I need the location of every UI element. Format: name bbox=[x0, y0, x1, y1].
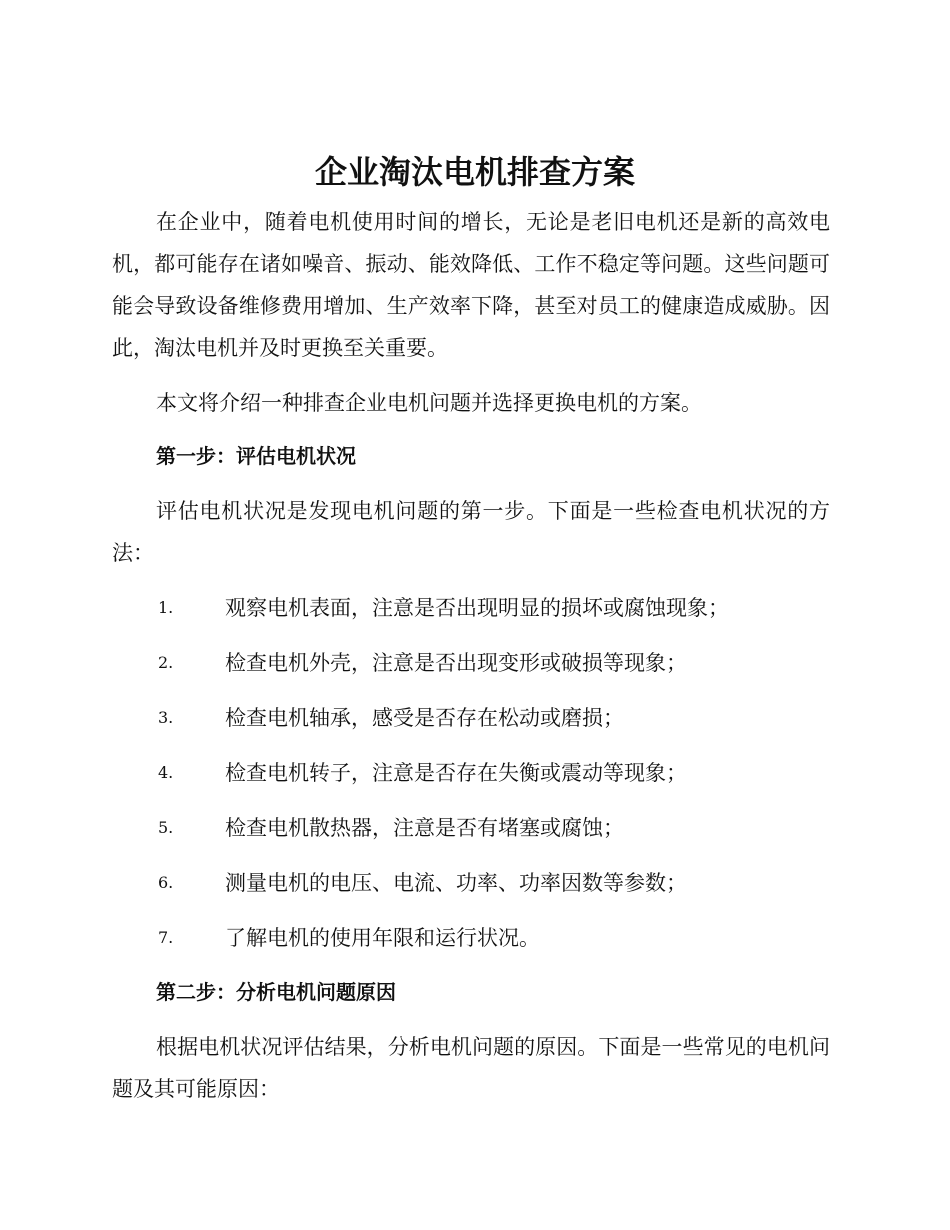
list-item bbox=[0, 702, 950, 734]
list-item bbox=[0, 867, 950, 899]
step1-heading: 第一步：评估电机状况 bbox=[156, 444, 356, 468]
list-item-number: 2. bbox=[158, 653, 174, 672]
list-item bbox=[0, 757, 950, 789]
list-item-number: 7. bbox=[158, 928, 174, 947]
list-item bbox=[0, 647, 950, 679]
list-item-text: 检查电机转子，注意是否存在失衡或震动等现象； bbox=[225, 761, 687, 785]
list-item-text: 检查电机轴承，感受是否存在松动或磨损； bbox=[225, 706, 624, 730]
step2-paragraph: 根据电机状况评估结果，分析电机问题的原因。下面是一些常见的电机问题及其可能原因： bbox=[112, 1035, 830, 1101]
list-item-text: 测量电机的电压、电流、功率、功率因数等参数； bbox=[225, 871, 687, 895]
list-item-number: 3. bbox=[158, 708, 174, 727]
list-item bbox=[0, 922, 950, 954]
document-title: 企业淘汰电机排查方案 bbox=[314, 153, 635, 191]
list-item bbox=[0, 812, 950, 844]
list-item-number: 5. bbox=[158, 818, 174, 837]
list-item-number: 1. bbox=[158, 598, 174, 617]
step1-paragraph: 评估电机状况是发现电机问题的第一步。下面是一些检查电机状况的方法： bbox=[112, 499, 830, 565]
list-item bbox=[0, 592, 950, 624]
list-item-text: 观察电机表面，注意是否出现明显的损坏或腐蚀现象； bbox=[225, 596, 729, 620]
list-item-text: 了解电机的使用年限和运行状况。 bbox=[225, 926, 540, 950]
list-item-text: 检查电机外壳，注意是否出现变形或破损等现象； bbox=[225, 651, 687, 675]
intro-paragraph: 在企业中，随着电机使用时间的增长，无论是老旧电机还是新的高效电机，都可能存在诸如噪音、振动、能效降低、工作不稳定等问题。这些问题可能会导致设备维修费用增加、生产效率下降，甚至对员工的健康造成威胁。因此，淘汰电机并及时更换至关重要。 bbox=[112, 210, 830, 360]
step2-heading: 第二步：分析电机问题原因 bbox=[156, 980, 396, 1004]
list-item-text: 检查电机散热器，注意是否有堵塞或腐蚀； bbox=[225, 816, 624, 840]
list-item-number: 6. bbox=[158, 873, 174, 892]
purpose-paragraph: 本文将介绍一种排查企业电机问题并选择更换电机的方案。 bbox=[156, 391, 702, 415]
list-item-number: 4. bbox=[158, 763, 174, 782]
